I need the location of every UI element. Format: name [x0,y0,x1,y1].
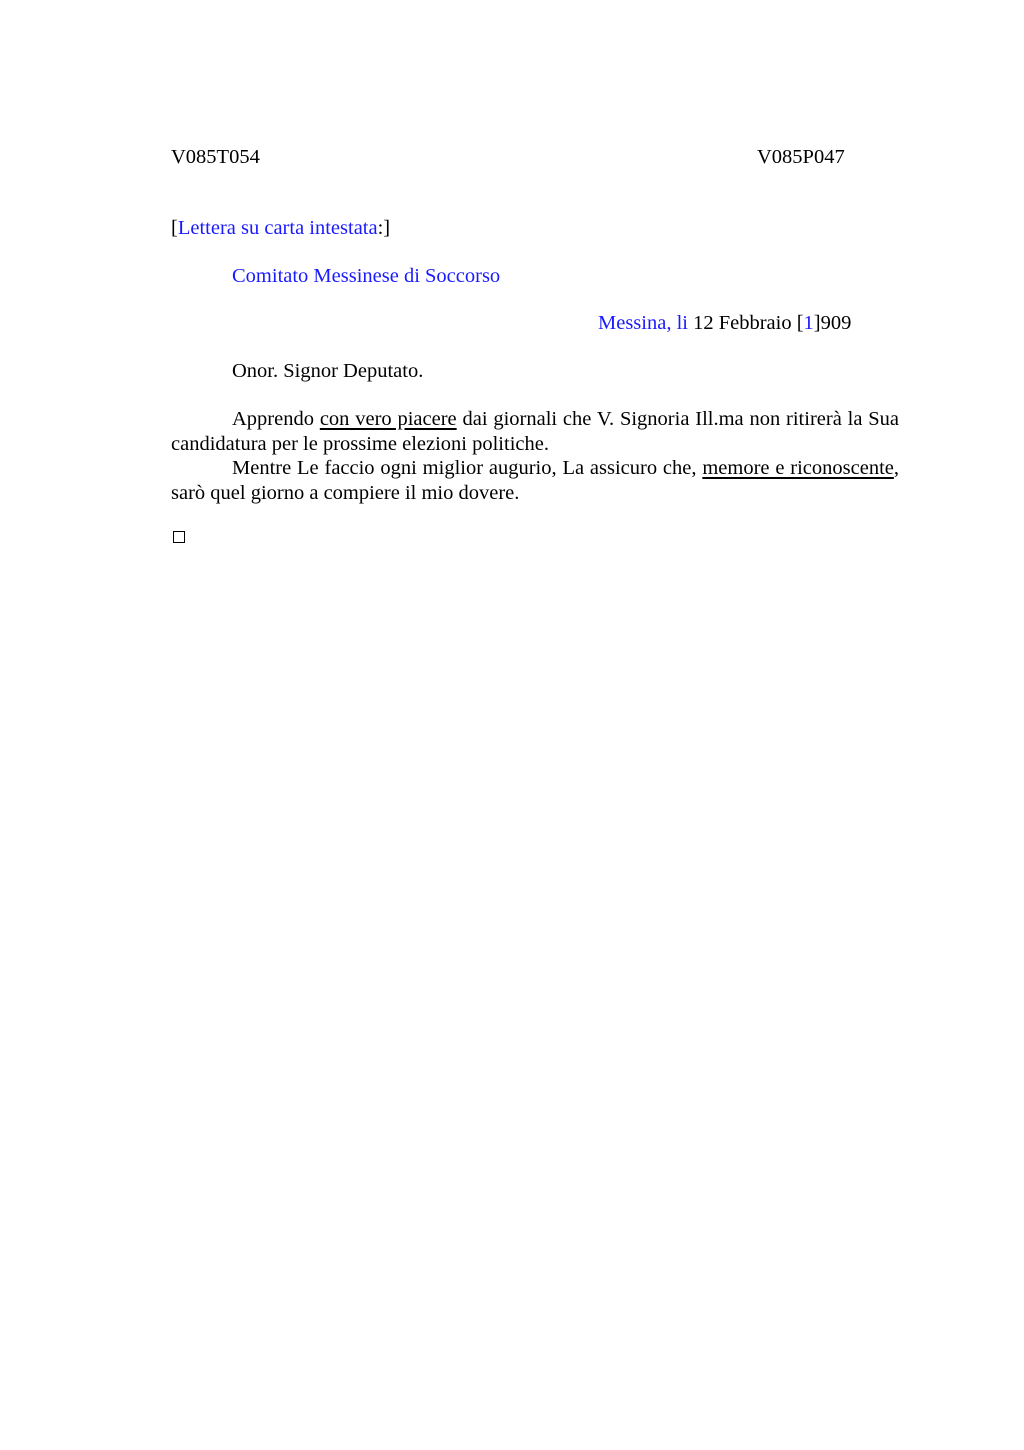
salutation: Onor. Signor Deputato. [232,360,424,382]
paragraph-text: Apprendo [232,408,320,430]
underlined-phrase: con vero piacere [319,408,457,430]
paragraph-text: Mentre Le faccio ogni miglior augurio, La assicuro che, [232,457,703,479]
document-code-right: V085P047 [757,146,845,168]
editorial-note [171,217,390,240]
body-paragraph [171,456,899,505]
letter-body [171,407,899,505]
dateline-supplied-digit: 1 [803,312,814,334]
letterhead: Comitato Messinese di Soccorso [232,265,501,287]
dateline-bracket-open: [ [796,312,804,334]
note-text: Lettera su carta intestata [177,217,378,239]
note-open-bracket: [ [171,217,178,239]
empty-square-icon [173,531,185,543]
paragraph-text: dai giornali che V. Signoria Ill.ma non ritirerà la Sua candidatura per le prossime elezioni politiche. [171,408,899,455]
dateline-bracket-close: ] [813,312,821,334]
dateline-place: Messina, li [598,312,688,334]
dateline-date: 12 Febbraio [687,312,797,334]
paragraph-text: , sarò quel giorno a compiere il mio dovere. [171,457,899,504]
note-close-bracket: :] [377,217,391,239]
dateline [598,312,851,335]
body-paragraph [171,407,899,456]
dateline-year-rest: 909 [820,312,852,334]
underlined-phrase: memore e riconoscente [702,457,894,479]
document-code-left: V085T054 [171,146,260,168]
